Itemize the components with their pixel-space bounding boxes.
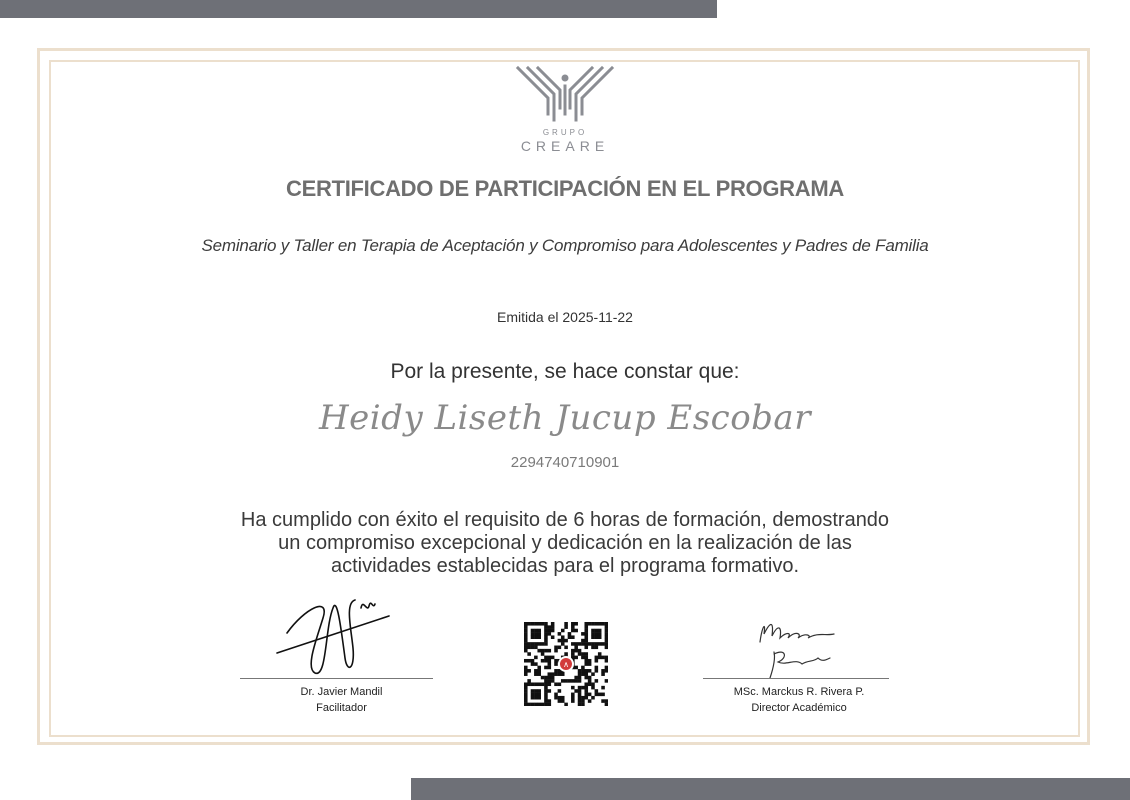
right-signer-name: MSc. Marckus R. Rivera P. <box>733 686 865 698</box>
right-signature-image <box>752 612 847 682</box>
recipient-id: 2294740710901 <box>510 454 620 471</box>
top-decorative-bar <box>0 0 717 18</box>
recipient-name: Heidy Liseth Jucup Escobar <box>319 398 811 438</box>
left-signature-image <box>275 588 395 678</box>
logo-group-text: GRUPO <box>542 128 588 137</box>
qr-code-icon <box>524 622 608 706</box>
svg-text:∧: ∧ <box>563 660 569 669</box>
creare-logo-icon <box>510 64 620 130</box>
right-signer-role: Director Académico <box>751 702 847 714</box>
achievement-text: Ha cumplido con éxito el requisito de 6 horas de formación, demostrando un compromiso excepcional y dedicación en la realización de las actividades establecidas para el programa formativo. <box>240 509 890 577</box>
issue-date: Emitida el 2025-11-22 <box>497 309 633 325</box>
left-signer-name: Dr. Javier Mandil <box>300 686 383 698</box>
intro-text: Por la presente, se hace constar que: <box>390 360 740 383</box>
creare-logo <box>510 64 620 156</box>
left-signer-role: Facilitador <box>316 702 367 714</box>
right-signature-line <box>703 678 889 679</box>
program-name: Seminario y Taller en Terapia de Aceptación y Compromiso para Adolescentes y Padres de Familia <box>201 236 929 255</box>
left-signature-line <box>240 678 433 679</box>
bottom-decorative-bar <box>411 778 1130 800</box>
certificate-title: CERTIFICADO DE PARTICIPACIÓN EN EL PROGRAMA <box>286 176 844 201</box>
logo-name-text: CREARE <box>520 138 610 154</box>
